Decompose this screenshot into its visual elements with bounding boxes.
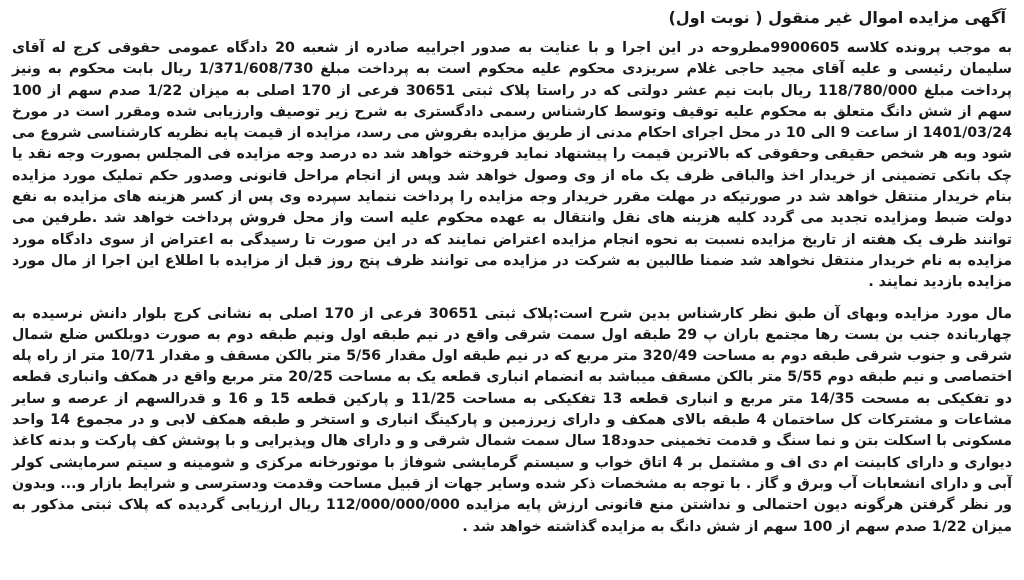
notice-title: آگهی مزایده اموال غیر منقول ( نوبت اول) bbox=[668, 8, 1006, 27]
notice-paragraph-terms: به موجب پرونده کلاسه 9900605مطروحه در این اجرا و با عنایت به صدور اجراییه صادره از شعبه 20 دادگاه عمومی حقوقی کرج له آقای سلیمان رئیسی و علیه آقای مجید حاجی غلام سریزدی محکوم علیه محکوم است به پرداخت مبلغ 1/371/608/730 ریال بابت محکوم به ونیز پرداخت مبلغ 118/780/000 ریال بابت نیم عشر دولتی که در راستا پلاک ثبتی 30651 فرعی از 170 اصلی به میزان 1/22 صدم سهم از 100 سهم از شش دانگ متعلق به محکوم علیه توقیف وتوسط کارشناس رسمی دادگستری به شرح زیر توصیف وارزیابی شده ومقرر است در مورخ 1401/03/24 از ساعت 9 الی 10 در محل اجرای احکام مدنی از طریق مزایده بفروش می رسد، مزایده از قیمت پایه نظریه کارشناسی شروع می شود وبه هر شخص حقیقی وحقوقی که بالاترین قیمت را پیشنهاد نماید فروخته خواهد شد ده درصد وجه مزایده فی المجلس بصورت وجه نقد یا چک بانکی تضمینی از خریدار اخذ والباقی ظرف یک ماه از وی وصول خواهد شد وپس از انجام مراحل قانونی وصدور حکم تملیک مورد مزایده بنام خریدار منتقل خواهد شد در صورتیکه در مهلت مقرر خریدار وجه مزایده را پرداخت ننماید سپرده وی پس از کسر هزینه های مزایده به نفع دولت ضبط ومزایده تجدید می گردد کلیه هزینه های نقل وانتقال به عهده محکوم علیه است واز محل فروش پرداخت خواهد شد .طرفین می توانند ظرف یک هفته از تاریخ مزایده نسبت به نحوه انجام مزایده اعتراض نمایند که در این صورت تا رسیدگی به اعتراض از سوی دادگاه مورد مزایده به نام خریدار منتقل نخواهد شد ضمنا طالبین به شرکت در مزایده می توانند ظرف پنج روز قبل از مزایده با اطلاع این اجرا از مال مورد مزایده بازدید نمایند . bbox=[12, 40, 1013, 291]
notice-paragraph-property-description: مال مورد مزایده وبهای آن طبق نظر کارشناس بدین شرح است:پلاک ثبتی 30651 فرعی از 170 اصلی به نشانی کرج بلوار دانش نرسیده به چهارباندہ جنب بن بست رها مجتمع باران پ 29 طبقه اول سمت شرقی واقع در نیم طبقه اول ونیم طبقه دوم به صورت دوبلکس ضلع شمال شرقی و جنوب شرقی طبقه دوم به مساحت 320/49 متر مربع که در نیم طبقه اول مقدار 5/56 متر بالکن مسقف و مقدار 10/71 متر از راه پله اختصاصی و نیم طبقه دوم 5/55 متر بالکن مسقف میباشد به انضمام انباری قطعه یک به مساحت 20/25 متر مربع واقع در همکف وانباری قطعه دو تفکیکی به مسحت 14/35 متر مربع و انباری قطعه 13 تفکیکی به مساحت 11/25 و پارکین قطعه 15 و 16 و قدرالسهم از عرصه و سایر مشاعات و مشترکات کل ساختمان 4 طبقه بالای همکف و دارای زیرزمین و پارکینگ انباری و استخر و طبقه همکف لابی و در مجموع 14 واحد مسکونی با اسکلت بتن و نما سنگ و قدمت تخمینی حدود18 سال سمت شمال شرقی و و دارای هال وپذیرایی و با پوشش کف پارکت و بدنه کاغذ دیواری و دارای کابینت ام دی اف و مشتمل بر 4 اتاق خواب و سیستم گرمایشی شوفاژ با موتورخانه مرکزی و شومینه و سیتم سرمایشی کولر آبی و دارای انشعابات آب وبرق و گاز . با توجه به مشخصات ذکر شده وسایر جهات از قبیل مساحت وقدمت ودسترسی و شرایط بازار و... وبدون ور نظر گرفتن هرگونه دیون احتمالی و نداشتن منع قانونی ارزش پایه مزایده 112/000/000/000 ریال ارزیابی گردیده که پلاک ثبتی مذکور به میزان 1/22 صدم سهم از 100 سهم از شش دانگ به مزایده گذاشته خواهد شد . bbox=[12, 305, 1013, 535]
